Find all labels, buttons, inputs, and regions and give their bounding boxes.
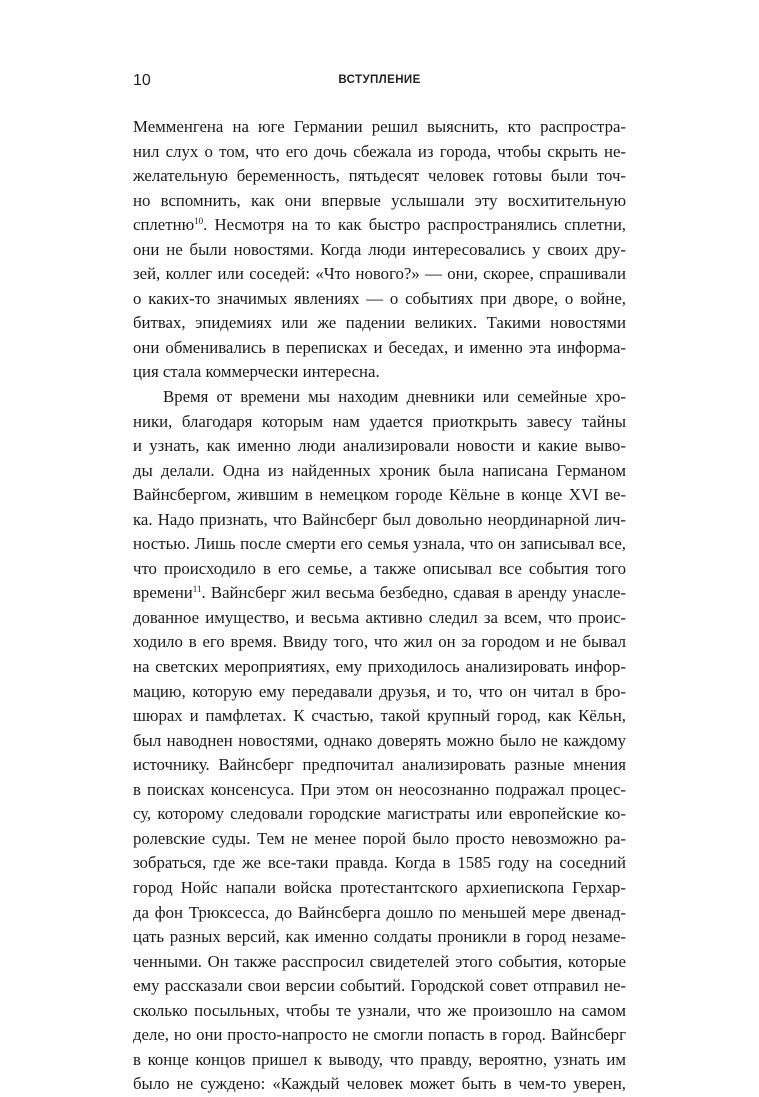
line-text: су, которому следовали городские магистраты или европейские ко- [133,804,626,824]
line-text: зей, коллег или соседей: «Что нового?» — они, скорее, спрашивали [133,264,626,284]
text-line [133,164,626,189]
line-text: о каких-то значимых явлениях — о событиях при дворе, о войне, [133,288,626,308]
text-line [133,287,626,312]
text-line [133,385,626,410]
page-number: 10 [133,72,151,89]
line-text: они обменивались в переписках и беседах, и именно эта информа- [133,337,626,357]
line-text: ченными. Он также расспросил свидетелей этого события, которые [133,951,626,971]
line-text: ды делали. Одна из найденных хроник была написана Германом [133,460,626,480]
line-text: город Нойс напали войска протестантского архиепископа Герхар- [133,877,626,897]
line-text: дованное имущество, и весьма активно следил за всем, что проис- [133,607,626,627]
text-line [133,238,626,263]
text-line [133,336,626,361]
running-title: ВСТУПЛЕНИЕ [338,74,421,86]
text-line [133,532,626,557]
line-text: деле, но они просто-напросто не смогли попасть в город. Вайнсберг [133,1025,626,1045]
text-line [133,680,626,705]
line-text: Мемменгена на юге Германии решил выяснить, кто распростра- [133,117,626,136]
line-text: был наводнен новостями, однако доверять можно было не каждому [133,730,626,750]
line-text: но вспомнить, как они впервые услышали эту восхитительную [133,190,626,210]
line-text-continued: . Несмотря на то как быстро распространялись сплетни, [203,215,626,235]
text-line [133,802,626,827]
line-text: битвах, эпидемиях или же падении великих. Такими новостями [133,313,626,333]
line-text: и узнать, как именно люди анализировали новости и какие выво- [133,436,626,456]
text-line [133,778,626,803]
text-line [133,630,626,655]
text-line [133,213,626,238]
line-text: ка. Надо признать, что Вайнсберг был довольно неординарной лич- [133,509,626,529]
text-line [133,655,626,680]
line-text: желательную беременность, пятьдесят человек готовы были точ- [133,166,626,186]
text-line [133,851,626,876]
line-text: мацию, которую ему передавали друзья, и то, что он читал в бро- [133,681,626,701]
footnote-ref: 10 [194,216,204,227]
text-line [133,581,626,606]
text-line [133,1023,626,1048]
text-line [133,115,626,140]
text-line [133,876,626,901]
text-line [133,753,626,778]
text-line [133,360,626,385]
body-text [133,115,626,1097]
text-line [133,901,626,926]
text-line [133,508,626,533]
line-text: нил слух о том, что его дочь сбежала из города, чтобы скрыть не- [133,141,626,161]
line-text: зобраться, где же все-таки правда. Когда в 1585 году на соседний [133,853,626,873]
line-text: цать разных версий, как именно солдаты проникли в город незаме- [133,927,626,947]
page-header [133,72,626,92]
line-text: они не были новостями. Когда люди интересовались у своих дру- [133,239,626,259]
line-text: Вайнсбергом, жившим в немецком городе Кёльне в конце XVI ве- [133,485,626,505]
line-text: времени [133,583,193,603]
line-text: сплетню [133,215,195,235]
text-line [133,729,626,754]
line-text: да фон Трюксесса, до Вайнсберга дошло по меньшей мере двенад- [133,902,626,922]
line-text: ция стала коммерчески интересна. [133,362,380,382]
line-text: в конце концов пришел к выводу, что правду, вероятно, узнать им [133,1049,626,1069]
text-line [133,606,626,631]
text-line [133,311,626,336]
line-text: ходило в его время. Ввиду того, что жил он за городом и не бывал [133,632,626,652]
text-line [133,1072,626,1097]
text-line [133,140,626,165]
line-text: в поисках консенсуса. При этом он неосознанно подражал процес- [133,779,626,799]
line-text: на светских мероприятиях, ему приходилось анализировать инфор- [133,657,626,677]
text-line [133,410,626,435]
text-line [133,1048,626,1073]
footnote-ref: 11 [192,584,202,595]
text-line [133,434,626,459]
line-text: шюрах и памфлетах. К счастью, такой крупный город, как Кёльн, [133,706,626,726]
line-text-continued: . Вайнсберг жил весьма безбедно, сдавая в аренду унасле- [201,583,626,603]
text-line [133,483,626,508]
text-line [133,557,626,582]
text-line [133,827,626,852]
line-text: что происходило в его семье, а также описывал все события того [133,558,626,578]
text-line [133,974,626,999]
text-line [133,999,626,1024]
text-line [133,950,626,975]
line-text: ему рассказали свои версии событий. Городской совет отправил не- [133,976,626,996]
line-text: Время от времени мы находим дневники или семейные хро- [163,387,626,407]
line-text: ностью. Лишь после смерти его семья узнала, что он записывал все, [133,534,626,554]
text-line [133,459,626,484]
line-text: ролевские суды. Тем не менее порой было просто невозможно ра- [133,828,626,848]
text-line [133,925,626,950]
line-text: было не суждено: «Каждый человек может быть в чем-то уверен, [133,1074,626,1094]
line-text: источнику. Вайнсберг предпочитал анализировать разные мнения [133,755,626,775]
text-line [133,189,626,214]
line-text: сколько посыльных, чтобы те узнали, что же произошло на самом [133,1000,626,1020]
text-line [133,262,626,287]
line-text: ники, благодаря которым нам удается приоткрыть завесу тайны [133,411,626,431]
text-line [133,704,626,729]
